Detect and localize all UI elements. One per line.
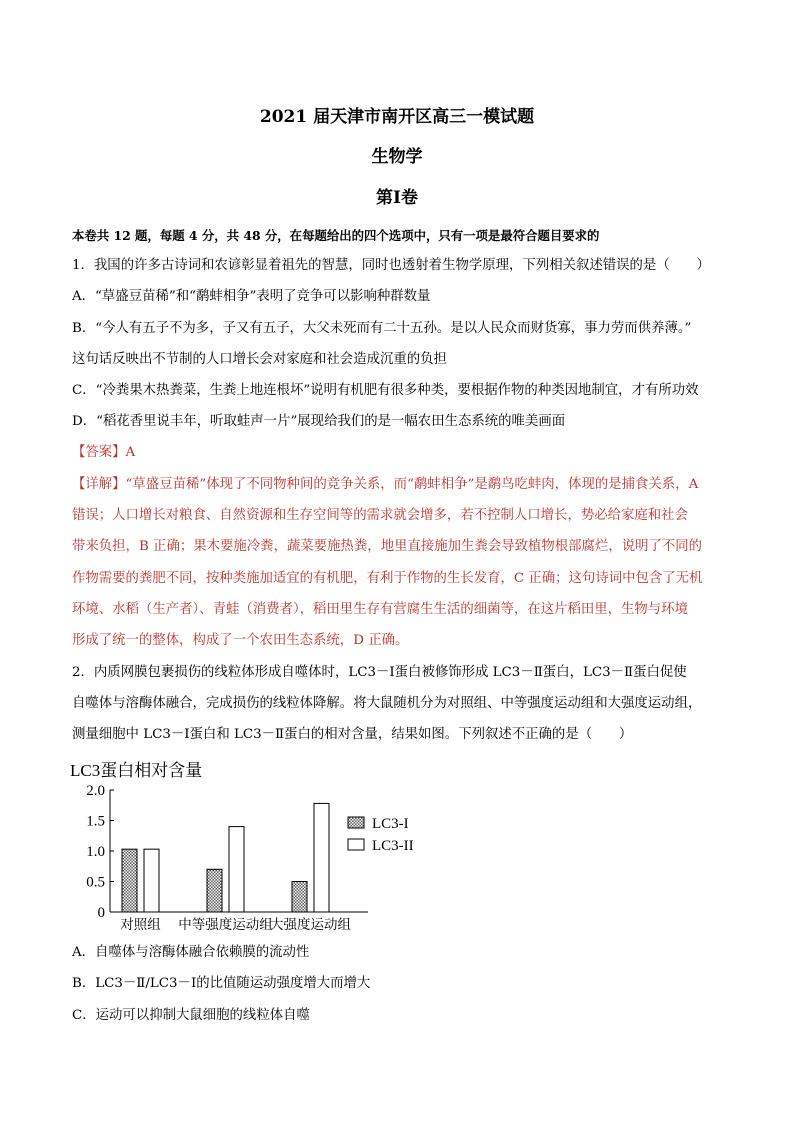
legend-label-1: LC3-II: [372, 838, 414, 854]
q1-explanation-line6: 形成了统一的整体，构成了一个农田生态系统，D 正确。: [72, 633, 409, 648]
paper-title: 2021 届天津市南开区高三一模试题: [259, 107, 535, 127]
y-tick-label-2: 1.0: [86, 844, 105, 860]
y-tick-label-3: 1.5: [86, 813, 105, 830]
q2-option-b: B．LC3－Ⅱ/LC3－Ⅰ的比值随运动强度增大而增大: [72, 976, 371, 991]
q1-explanation-line2: 错误；人口增长对粮食、自然资源和生存空间等的需求就会增多，若不控制人口增长，势必给家庭和社会: [72, 508, 688, 523]
q1-explanation-line1: 【详解】“草盛豆苗稀”体现了不同物种间的竞争关系，而“鹬蚌相争”是鹬鸟吃蚌肉，体现的是捕食关系，A: [72, 477, 699, 492]
lc3-bar-chart: [70, 756, 450, 941]
subject-title: 生物学: [371, 147, 423, 167]
q1-option-d: D．“稻花香里说丰年，听取蛙声一片”展现给我们的是一幅农田生态系统的唯美画面: [72, 414, 566, 429]
q2-stem-line2: 自噬体与溶酶体融合，完成损伤的线粒体降解。将大鼠随机分为对照组、中等强度运动组和大强度运动组，: [72, 696, 702, 711]
q1-option-a: A．“草盛豆苗稀”和“鹬蚌相争”表明了竞争可以影响种群数量: [72, 289, 431, 304]
instructions: 本卷共 12 题，每题 4 分，共 48 分，在每题给出的四个选项中，只有一项是最符合题目要求的: [72, 228, 600, 243]
bar-lc3-ii-1: [229, 827, 244, 912]
bar-lc3-ii-0: [144, 849, 159, 912]
legend-swatch-1: [348, 839, 364, 850]
q1-option-b-line2: 这句话反映出不节制的人口增长会对家庭和社会造成沉重的负担: [72, 352, 447, 367]
q2-stem-line3: 测量细胞中 LC3－Ⅰ蛋白和 LC3－Ⅱ蛋白的相对含量，结果如图。下列叙述不正确的是（ ）: [72, 727, 633, 742]
x-category-label-2: 大强度运动组: [270, 917, 351, 933]
bar-lc3-i-2: [292, 882, 307, 913]
q1-explanation-line5: 环境、水稻（生产者）、青蛙（消费者），稻田里生存有营腐生生活的细菌等，在这片稻田里，生物与环境: [72, 602, 688, 617]
q1-explanation-line3: 带来负担，B 正确；果木要施冷粪，蔬菜要施热粪，地里直接施加生粪会导致植物根部腐烂，说明了不同的: [72, 539, 703, 554]
q2-option-c: C．运动可以抑制大鼠细胞的线粒体自噬: [72, 1008, 310, 1023]
chart-title: LC3蛋白相对含量: [70, 761, 203, 780]
bar-lc3-ii-2: [314, 803, 329, 912]
legend-label-0: LC3-I: [372, 816, 409, 832]
y-tick-label-0: 0: [97, 905, 105, 921]
bar-lc3-i-0: [122, 849, 137, 912]
q1-stem: 1．我国的许多古诗词和农谚彰显着祖先的智慧，同时也透射着生物学原理，下列相关叙述错误的是（ ）: [72, 258, 710, 273]
q1-option-b-line1: B．“今人有五子不为多，子又有五子，大父未死而有二十五孙。是以人民众而财货寡，事力劳而供养薄。”: [72, 321, 692, 336]
x-category-label-1: 中等强度运动组: [178, 917, 273, 933]
legend-swatch-0: [348, 817, 364, 828]
q1-answer: 【答案】A: [72, 445, 136, 460]
q2-stem-line1: 2．内质网膜包裹损伤的线粒体形成自噬体时，LC3－Ⅰ蛋白被修饰形成 LC3－Ⅱ蛋白，LC3－Ⅱ蛋白促使: [72, 665, 687, 680]
q2-option-a: A．自噬体与溶酶体融合依赖膜的流动性: [72, 945, 310, 960]
bar-lc3-i-1: [207, 869, 222, 912]
q1-option-c: C．“冷粪果木热粪菜，生粪上地连根坏”说明有机肥有很多种类，要根据作物的种类因地制宜，才有所功效: [72, 383, 699, 398]
x-category-label-0: 对照组: [120, 917, 161, 933]
q1-explanation-line4: 作物需要的粪肥不同，按种类施加适宜的有机肥，有利于作物的生长发育，C 正确；这句诗词中包含了无机: [72, 571, 703, 586]
y-tick-label-1: 0.5: [86, 874, 105, 891]
y-tick-label-4: 2.0: [86, 783, 105, 799]
volume-title: 第Ⅰ卷: [376, 188, 418, 208]
